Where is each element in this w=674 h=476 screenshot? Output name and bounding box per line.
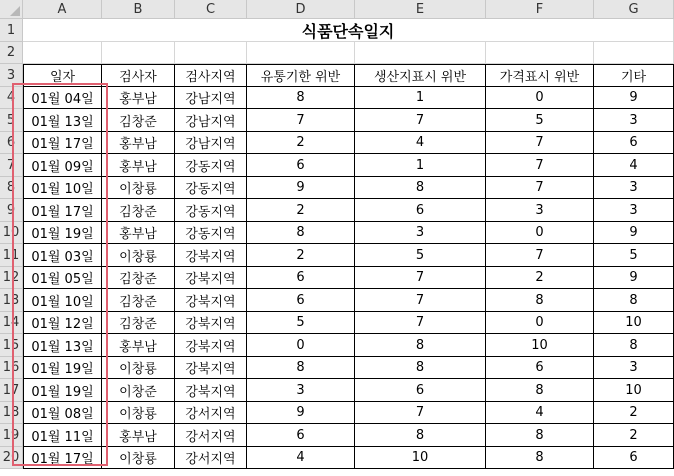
table-cell[interactable]: 강동지역 [175,154,247,177]
table-cell[interactable]: 8 [355,334,486,357]
table-cell[interactable]: 2 [247,244,355,267]
row-header-12[interactable]: 12 [0,267,23,289]
table-cell[interactable]: 8 [355,424,486,447]
table-cell[interactable]: 6 [486,357,594,379]
row-header-8[interactable]: 8 [0,177,23,199]
table-cell[interactable]: 0 [486,312,594,334]
table-cell[interactable]: 7 [486,154,594,177]
select-all-triangle-icon [10,6,20,16]
table-cell[interactable]: 10 [486,334,594,357]
table-cell[interactable]: 10 [594,379,674,402]
table-cell[interactable]: 5 [355,244,486,267]
row-header-4[interactable]: 4 [0,87,23,109]
table-cell[interactable]: 9 [594,87,674,109]
column-header-c[interactable]: C [175,0,247,19]
table-cell[interactable]: 강동지역 [175,199,247,222]
column-header-d[interactable]: D [247,0,355,19]
sheet-title[interactable]: 식품단속일지 [23,19,674,42]
row-header-17[interactable]: 17 [0,379,23,402]
table-cell[interactable]: 강남지역 [175,87,247,109]
table-cell[interactable]: 01월 04일 [23,87,102,109]
table-header[interactable]: 가격표시 위반 [486,64,594,87]
row-header-16[interactable]: 16 [0,357,23,379]
table-cell[interactable]: 8 [486,424,594,447]
table-cell[interactable]: 김창준 [102,199,175,222]
table-cell[interactable]: 이창룡 [102,402,175,424]
row-header-5[interactable]: 5 [0,109,23,132]
column-header-f[interactable]: F [486,0,594,19]
table-cell[interactable]: 3 [594,357,674,379]
table-cell[interactable]: 이창룡 [102,447,175,469]
row-header-7[interactable]: 7 [0,154,23,177]
table-cell[interactable]: 2 [486,267,594,289]
row-header-13[interactable]: 13 [0,289,23,312]
row-header-1[interactable]: 1 [0,19,23,42]
table-cell[interactable]: 01월 08일 [23,402,102,424]
row-header-20[interactable]: 20 [0,447,23,469]
row-header-19[interactable]: 19 [0,424,23,447]
table-cell[interactable]: 4 [247,447,355,469]
table-cell[interactable]: 김창준 [102,312,175,334]
empty-cell[interactable] [102,42,175,64]
table-cell[interactable]: 5 [247,312,355,334]
table-cell[interactable]: 6 [247,154,355,177]
table-header[interactable]: 생산지표시 위반 [355,64,486,87]
table-cell[interactable]: 3 [247,379,355,402]
table-cell[interactable]: 8 [247,222,355,244]
table-cell[interactable]: 01월 19일 [23,357,102,379]
table-cell[interactable]: 01월 19일 [23,379,102,402]
table-cell[interactable]: 8 [247,87,355,109]
table-cell[interactable]: 01월 09일 [23,154,102,177]
table-cell[interactable]: 9 [247,402,355,424]
table-cell[interactable]: 6 [247,289,355,312]
table-cell[interactable]: 8 [355,177,486,199]
table-cell[interactable]: 6 [247,267,355,289]
table-cell[interactable]: 7 [486,132,594,154]
row-header-18[interactable]: 18 [0,402,23,424]
table-cell[interactable]: 8 [247,357,355,379]
table-cell[interactable]: 01월 11일 [23,424,102,447]
table-cell[interactable]: 8 [355,357,486,379]
table-cell[interactable]: 8 [486,289,594,312]
table-cell[interactable]: 4 [594,154,674,177]
table-cell[interactable]: 7 [355,267,486,289]
row-header-10[interactable]: 10 [0,222,23,244]
row-header-9[interactable]: 9 [0,199,23,222]
table-cell[interactable]: 01월 17일 [23,447,102,469]
table-cell[interactable]: 홍부남 [102,154,175,177]
table-cell[interactable]: 강남지역 [175,132,247,154]
table-cell[interactable]: 1 [355,87,486,109]
table-cell[interactable]: 3 [594,177,674,199]
column-header-a[interactable]: A [23,0,102,19]
table-cell[interactable]: 01월 05일 [23,267,102,289]
table-cell[interactable]: 0 [486,222,594,244]
row-header-3[interactable]: 3 [0,64,23,87]
table-cell[interactable]: 7 [355,312,486,334]
table-cell[interactable]: 01월 17일 [23,199,102,222]
table-cell[interactable]: 01월 10일 [23,177,102,199]
table-cell[interactable]: 3 [594,109,674,132]
table-cell[interactable]: 6 [355,379,486,402]
table-header[interactable]: 유통기한 위반 [247,64,355,87]
table-cell[interactable]: 7 [355,109,486,132]
table-cell[interactable]: 강서지역 [175,424,247,447]
table-cell[interactable]: 2 [594,424,674,447]
column-header-b[interactable]: B [102,0,175,19]
table-cell[interactable]: 강북지역 [175,289,247,312]
table-cell[interactable]: 0 [486,87,594,109]
table-cell[interactable]: 이창준 [102,379,175,402]
table-cell[interactable]: 01월 12일 [23,312,102,334]
table-cell[interactable]: 8 [486,447,594,469]
table-cell[interactable]: 5 [594,244,674,267]
table-cell[interactable]: 이창룡 [102,244,175,267]
table-cell[interactable]: 8 [594,289,674,312]
table-cell[interactable]: 6 [594,132,674,154]
table-cell[interactable]: 홍부남 [102,334,175,357]
table-cell[interactable]: 6 [247,424,355,447]
table-cell[interactable]: 홍부남 [102,424,175,447]
row-header-2[interactable]: 2 [0,42,23,64]
empty-cell[interactable] [594,42,674,64]
table-cell[interactable]: 01월 13일 [23,334,102,357]
column-header-g[interactable]: G [594,0,674,19]
empty-cell[interactable] [175,42,247,64]
table-cell[interactable]: 10 [594,312,674,334]
row-header-11[interactable]: 11 [0,244,23,267]
table-cell[interactable]: 홍부남 [102,132,175,154]
table-cell[interactable]: 6 [594,447,674,469]
table-cell[interactable]: 10 [355,447,486,469]
table-cell[interactable]: 1 [355,154,486,177]
table-cell[interactable]: 이창룡 [102,177,175,199]
table-cell[interactable]: 강서지역 [175,447,247,469]
table-cell[interactable]: 강서지역 [175,402,247,424]
table-cell[interactable]: 강북지역 [175,244,247,267]
table-cell[interactable]: 김창준 [102,267,175,289]
row-header-14[interactable]: 14 [0,312,23,334]
table-cell[interactable]: 5 [486,109,594,132]
table-cell[interactable]: 강남지역 [175,109,247,132]
table-cell[interactable]: 01월 10일 [23,289,102,312]
row-header-15[interactable]: 15 [0,334,23,357]
table-cell[interactable]: 홍부남 [102,87,175,109]
table-header[interactable]: 일자 [23,64,102,87]
table-cell[interactable]: 3 [355,222,486,244]
table-cell[interactable]: 01월 19일 [23,222,102,244]
table-cell[interactable]: 3 [486,199,594,222]
empty-cell[interactable] [247,42,355,64]
table-cell[interactable]: 7 [247,109,355,132]
table-cell[interactable]: 강북지역 [175,357,247,379]
table-cell[interactable]: 3 [594,199,674,222]
table-header[interactable]: 검사자 [102,64,175,87]
table-cell[interactable]: 9 [594,267,674,289]
select-all-corner[interactable] [0,0,23,19]
table-cell[interactable]: 7 [486,177,594,199]
table-cell[interactable]: 6 [355,199,486,222]
column-header-e[interactable]: E [355,0,486,19]
table-cell[interactable]: 홍부남 [102,222,175,244]
table-cell[interactable]: 7 [355,289,486,312]
table-cell[interactable]: 9 [247,177,355,199]
table-cell[interactable]: 김창준 [102,289,175,312]
table-header[interactable]: 검사지역 [175,64,247,87]
table-cell[interactable]: 2 [247,199,355,222]
table-cell[interactable]: 01월 13일 [23,109,102,132]
table-cell[interactable]: 0 [247,334,355,357]
table-cell[interactable]: 2 [247,132,355,154]
table-header[interactable]: 기타 [594,64,674,87]
table-cell[interactable]: 9 [594,222,674,244]
table-cell[interactable]: 강동지역 [175,222,247,244]
table-cell[interactable]: 강북지역 [175,334,247,357]
table-cell[interactable]: 김창준 [102,109,175,132]
table-cell[interactable]: 01월 17일 [23,132,102,154]
table-cell[interactable]: 강동지역 [175,177,247,199]
empty-cell[interactable] [486,42,594,64]
table-cell[interactable]: 01월 03일 [23,244,102,267]
empty-cell[interactable] [23,42,102,64]
table-cell[interactable]: 4 [355,132,486,154]
table-cell[interactable]: 이창룡 [102,357,175,379]
table-cell[interactable]: 7 [486,244,594,267]
table-cell[interactable]: 강북지역 [175,312,247,334]
empty-cell[interactable] [355,42,486,64]
table-cell[interactable]: 강북지역 [175,379,247,402]
row-header-6[interactable]: 6 [0,132,23,154]
table-cell[interactable]: 7 [355,402,486,424]
table-cell[interactable]: 4 [486,402,594,424]
table-cell[interactable]: 강북지역 [175,267,247,289]
table-cell[interactable]: 2 [594,402,674,424]
table-cell[interactable]: 8 [594,334,674,357]
table-cell[interactable]: 8 [486,379,594,402]
